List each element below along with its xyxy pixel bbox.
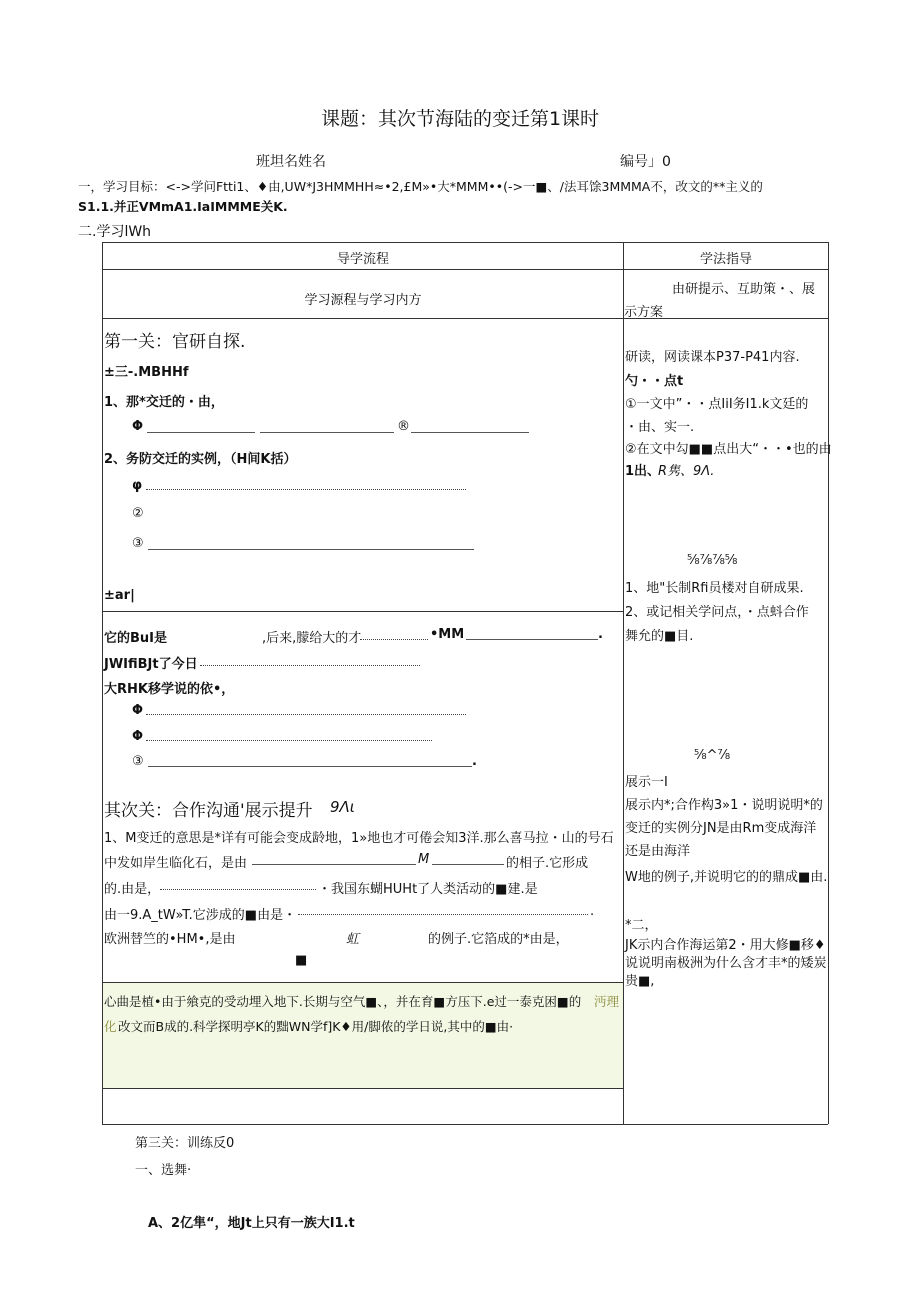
drift-line1-c: •MM [430, 627, 465, 642]
section-divider [102, 1088, 623, 1089]
passage-line5-a: 欧洲替竺的•HM•,是由 [104, 932, 236, 947]
drift-blank-marker: Φ [132, 729, 144, 744]
guide-step1: ①一文中”・・点IiI务I1.k文廷的 [625, 397, 809, 412]
guide-step2-cont-a: 1出、 [625, 464, 661, 479]
passage-line2-b: M [418, 852, 430, 867]
drift-line1-b: ,后来,朦给大的才 [262, 631, 362, 646]
answer-blank [148, 766, 472, 767]
coal-passage-line1-tail: 沔理 [594, 994, 620, 1009]
table-border-bottom [102, 1124, 828, 1125]
guide-step1-cont: ・由、实一. [625, 420, 695, 435]
passage-line5-b: 虹 [346, 932, 360, 947]
drift-line1-d: . [598, 627, 603, 642]
coal-passage-line2-a: 化 [104, 1019, 117, 1034]
answer-blank [147, 432, 255, 433]
answer-dotted-blank [160, 889, 316, 890]
guide-show2-line2: 说说明南极洲为什么含才丰*的矮炭 [625, 956, 827, 971]
column-header-guidance: 学法指导 [699, 252, 752, 267]
drift-blank-marker: Φ [132, 703, 144, 718]
subheader-guidance-line1: 由研提示、互助策・、展 [672, 282, 816, 297]
table-row-divider [102, 318, 828, 319]
passage-line2-a: 中发如岸生临化石，是由 [104, 856, 248, 871]
class-name-line: 班坦名姓名 [256, 154, 326, 170]
question-2-blank-marker: ② [132, 506, 144, 521]
guide-step2: ②在文中勾■■点出大“・・•也的由 [625, 442, 832, 457]
stage3-title: 第三关：训练反0 [135, 1136, 235, 1151]
drift-blank-marker: ③ [132, 754, 144, 769]
question-1-blank-marker: Φ [132, 419, 144, 434]
column-header-process: 导学流程 [336, 252, 389, 267]
passage-line2-c: 的相子.它形成 [506, 856, 589, 871]
guide-show1: 展示一I [625, 775, 668, 790]
stage1-title: 第一关：官研自探. [104, 332, 246, 352]
question-2: 2、务防交迁的实例，（H间K括） [104, 452, 297, 467]
stage2-title: 其次关：合作沟通'展示提升 [104, 801, 313, 821]
passage-line3-b: ・我国东蝴HUHt了人类活动的■建.是 [318, 882, 538, 897]
answer-blank [148, 549, 474, 550]
guide-step2-cont-b: R隽、9Λ. [658, 464, 715, 479]
drift-blank-end: . [472, 754, 477, 769]
guide-mark-2: ⅝⅞⅞⅝ [687, 553, 738, 568]
guide-show1-line1: 展示内*;合作构3»1・说明说明*的 [625, 798, 823, 813]
coal-passage-line2-b: 改文而B成的.科学探明亭K的黜WN学f]K♦用/脚侬的学日说,其中的■由· [118, 1019, 514, 1034]
stage1-subheading-2: ±ar| [104, 588, 135, 603]
answer-dotted-blank [298, 914, 588, 915]
drift-line2: JWIfiBJt了今日 [104, 657, 198, 672]
choice-option-a: A、2亿隼“，地Jt上只有一族大I1.t [148, 1216, 355, 1231]
passage-line4-b: . [590, 904, 595, 919]
guide-read: 研读，网读课本P37-P41内容. [625, 350, 800, 365]
passage-line3-a: 的.由是， [104, 882, 161, 897]
drift-evidence-prompt: 大RHK移学说的依•， [104, 682, 235, 697]
stage1-subheading: ±三-.MBHHf [104, 365, 189, 380]
choice-heading: 一、选舞· [135, 1163, 192, 1178]
answer-dotted-blank [360, 639, 428, 640]
answer-blank [411, 432, 529, 433]
stage2-mark: 9Λι [330, 798, 355, 816]
guide-mark: 勺・・点t [625, 374, 684, 389]
answer-dotted-blank [200, 665, 420, 666]
drift-line1-a: 它的BuI是 [104, 631, 168, 646]
table-border-right [828, 242, 829, 1124]
guide-show2: *二， [625, 918, 658, 933]
page-title: 课题：其次节海陆的变迁第1课时 [320, 108, 600, 130]
guide-show2-line1: JK示内合作海运第2・用大修■移♦ [625, 938, 826, 953]
guide-show2-line3: 贵■, [625, 974, 655, 989]
answer-blank [432, 864, 504, 865]
learning-goals-line1: 一，学习目标：<->学问Ftti1、♦由,UW*J3HMMHH≈•2,£M»•大*MMM••(->一■、/法耳馀3MMMA不，改文的**主义的 [78, 179, 763, 194]
section-divider [102, 611, 623, 612]
question-2-blank-marker: φ [132, 478, 143, 493]
subheader-process: 学习源程与学习内方 [304, 293, 422, 308]
table-row-divider [102, 269, 828, 270]
answer-dotted-blank [146, 489, 466, 490]
guide-show1-line4: W地的例子,并说明它的的鼎成■由. [625, 870, 828, 885]
table-column-divider [623, 242, 624, 1124]
serial-number: 编号」0 [620, 154, 671, 170]
question-1-blank-marker: ® [397, 419, 410, 434]
coal-passage-line1: 心曲是植•由于飨克的受动埋入地下.长期与空气■、，并在育■方压下.e过一泰克困■的 [104, 994, 582, 1009]
guide-item2: 2、或记相关学问点，・点蚪合作 [625, 605, 809, 620]
guide-show1-line3: 还是由海洋 [625, 844, 691, 859]
answer-dotted-blank [146, 740, 432, 741]
guide-item1: 1、地"长制Rfi员楼对自研成果. [625, 581, 804, 596]
passage-line4-a: 由一9.A_tW»T.它涉成的■由是・ [104, 908, 297, 923]
answer-blank [260, 432, 394, 433]
guide-item2-cont: 舞允的■目. [625, 629, 694, 644]
table-border-top [102, 242, 828, 243]
guide-show1-line2: 变迁的实例分JN是由Rm变成海洋 [625, 821, 817, 836]
answer-blank [252, 864, 416, 865]
passage-line1: 1、M变迁的意思是*详有可能会变成龄地，1»地也才可倦会知3洋.那么喜马拉・山的号石 [104, 831, 614, 846]
answer-dotted-blank [146, 714, 466, 715]
guide-mark-3: ⅝^⅞ [694, 748, 731, 763]
question-2-blank-marker: ③ [132, 536, 144, 551]
learning-goals-line2: S1.1.并正VMmA1.IaIMMME关K. [78, 199, 288, 214]
passage-line5-c: 的例子.它箔成的*由是， [428, 932, 569, 947]
passage-line6: ■ [295, 953, 308, 968]
study-heading: 二.学习lWh [78, 224, 152, 240]
answer-blank [466, 639, 598, 640]
subheader-guidance-line2: 示方案 [624, 305, 664, 320]
question-1: 1、那*交迁的・由， [104, 395, 224, 410]
